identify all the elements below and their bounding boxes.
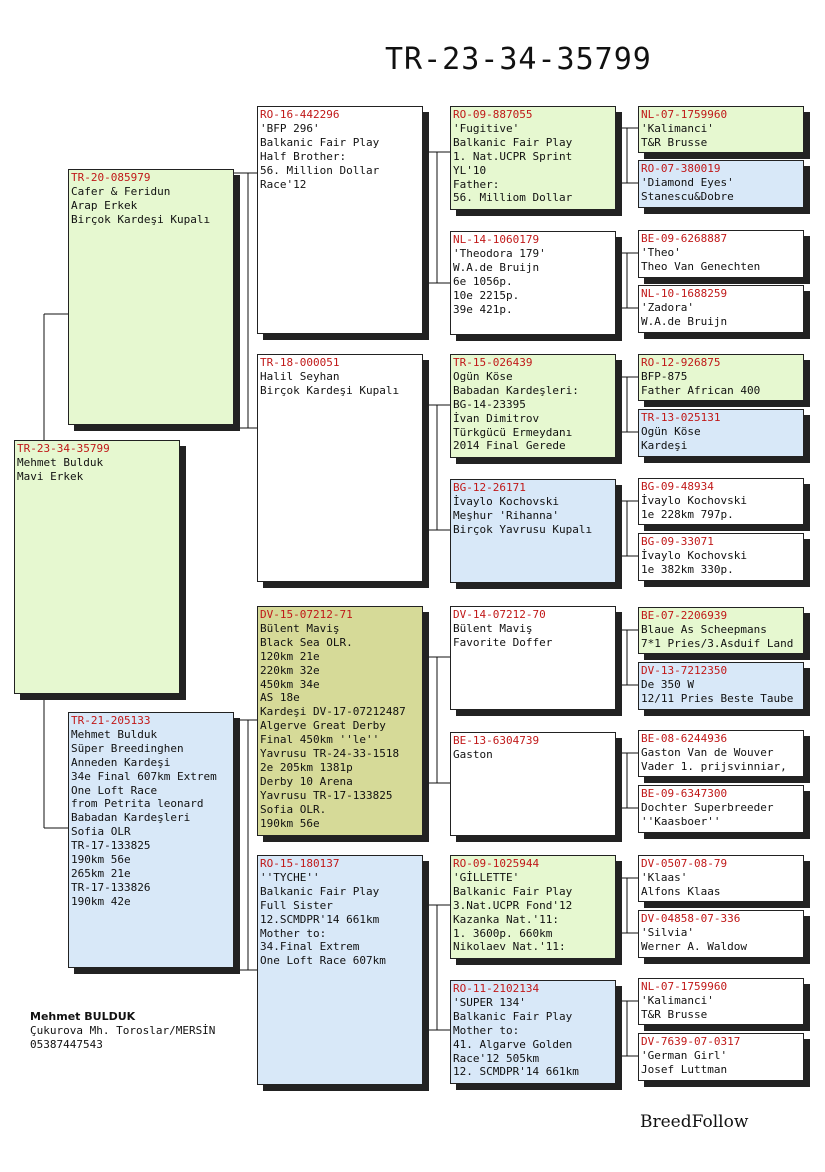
pigeon-info-line: YL'10 xyxy=(453,163,487,177)
pigeon-info-line: T&R Brusse xyxy=(641,1007,708,1021)
pigeon-info-line: 34.Final Extrem xyxy=(260,940,360,954)
pigeon-info-line: Alfons Klaas xyxy=(641,884,721,898)
pigeon-info-line: 10e 2215p. xyxy=(453,288,520,302)
pigeon-card-dam xyxy=(68,712,234,968)
pigeon-info-line: Black Sea OLR. xyxy=(260,635,353,649)
pigeon-info-line: Sofia OLR. xyxy=(260,802,327,816)
pigeon-info-line: Meşhur 'Rihanna' xyxy=(453,508,559,522)
ring-number: DV-0507-08-79 xyxy=(641,857,728,870)
pigeon-info-line: Balkanic Fair Play xyxy=(260,884,380,898)
ring-number: TR-15-026439 xyxy=(453,356,533,369)
pigeon-info-line: Anneden Kardeşi xyxy=(71,755,171,769)
pigeon-info-line: ''TYCHE'' xyxy=(260,870,320,884)
pigeon-info-line: T&R Brusse xyxy=(641,135,708,149)
pigeon-info-line: 7*1 Pries/3.Asduif Land xyxy=(641,636,794,650)
ring-number: DV-7639-07-0317 xyxy=(641,1035,741,1048)
pigeon-info-line: Türkgücü Ermeydanı xyxy=(453,425,573,439)
pigeon-card-sds xyxy=(450,354,616,458)
pigeon-info-line: 'BFP 296' xyxy=(260,121,320,135)
pigeon-info-line: ''Kaasboer'' xyxy=(641,814,721,828)
owner-info xyxy=(30,1010,215,1052)
ring-number: NL-14-1060179 xyxy=(453,233,540,246)
ring-number: RO-07-380019 xyxy=(641,162,721,175)
ring-number: RO-12-926875 xyxy=(641,356,721,369)
ring-number: DV-14-07212-70 xyxy=(453,608,546,621)
pigeon-card-dds xyxy=(450,855,616,959)
pigeon-info-line: TR-17-133826 xyxy=(71,880,151,894)
pigeon-info-line: Stanescu&Dobre xyxy=(641,189,734,203)
ring-number: RO-15-180137 xyxy=(260,857,340,870)
pigeon-info-line: Kardeşi DV-17-07212487 xyxy=(260,705,406,719)
pigeon-card-g13 xyxy=(638,855,804,902)
pigeon-card-g16 xyxy=(638,1033,804,1081)
pigeon-info-line: Arap Erkek xyxy=(71,198,138,212)
pigeon-info-line: 12. SCMDPR'14 661km xyxy=(453,1065,579,1079)
pigeon-info-line: Bülent Maviş xyxy=(453,621,533,635)
pigeon-info-line: 3.Nat.UCPR Fond'12 xyxy=(453,898,573,912)
pigeon-card-g8 xyxy=(638,533,804,581)
pigeon-info-line: 12/11 Pries Beste Taube xyxy=(641,691,794,705)
pigeon-info-line: Mother to: xyxy=(260,926,327,940)
pigeon-card-g2 xyxy=(638,160,804,208)
pigeon-info-line: Cafer & Feridun xyxy=(71,184,171,198)
pigeon-card-g11 xyxy=(638,730,804,777)
pigeon-info-line: Bülent Maviş xyxy=(260,621,340,635)
pigeon-info-line: Full Sister xyxy=(260,898,333,912)
ring-number: DV-04858-07-336 xyxy=(641,912,741,925)
pigeon-info-line: 41. Algarve Golden xyxy=(453,1037,573,1051)
ring-number: TR-20-085979 xyxy=(71,171,151,184)
ring-number: TR-23-34-35799 xyxy=(17,442,110,455)
pigeon-info-line: Josef Luttman xyxy=(641,1062,728,1076)
owner-address: Çukurova Mh. Toroslar/MERSİN xyxy=(30,1024,216,1037)
pigeon-info-line: 39e 421p. xyxy=(453,302,513,316)
pigeon-info-line: Süper Breedinghen xyxy=(71,741,184,755)
ring-number: BE-13-6304739 xyxy=(453,734,540,747)
pigeon-info-line: 1e 382km 330p. xyxy=(641,562,734,576)
ring-number: TR-13-025131 xyxy=(641,411,721,424)
ring-number: BE-08-6244936 xyxy=(641,732,728,745)
pigeon-info-line: Father: xyxy=(453,177,500,191)
pigeon-info-line: 'Zadora' xyxy=(641,300,694,314)
pigeon-info-line: 'GİLLETTE' xyxy=(453,870,520,884)
ring-number: RO-09-1025944 xyxy=(453,857,540,870)
ring-number: DV-13-7212350 xyxy=(641,664,728,677)
pigeon-info-line: Yavrusu TR-17-133825 xyxy=(260,788,393,802)
pigeon-info-line: 'German Girl' xyxy=(641,1048,728,1062)
pigeon-info-line: Nikolaev Nat.'11: xyxy=(453,940,566,954)
ring-number: TR-21-205133 xyxy=(71,714,151,727)
pigeon-info-line: Theo Van Genechten xyxy=(641,259,761,273)
pigeon-info-line: Birçok Kardeşi Kupalı xyxy=(260,383,400,397)
pigeon-info-line: 'Theodora 179' xyxy=(453,246,546,260)
pigeon-card-sss xyxy=(450,106,616,210)
pigeon-info-line: Ogün Köse xyxy=(641,424,701,438)
pigeon-info-line: BG-14-23395 xyxy=(453,397,526,411)
pigeon-info-line: One Loft Race xyxy=(71,783,158,797)
pigeon-info-line: Algerve Great Derby xyxy=(260,719,386,733)
pigeon-card-g9 xyxy=(638,607,804,654)
pigeon-info-line: 1. 3600p. 660km xyxy=(453,926,553,940)
pigeon-info-line: Babadan Kardeşleri: xyxy=(453,383,579,397)
pigeon-info-line: Babadan Kardeşleri xyxy=(71,811,191,825)
ring-number: BG-09-48934 xyxy=(641,480,714,493)
pigeon-info-line: Derby 10 Arena xyxy=(260,774,353,788)
pigeon-info-line: 190km 42e xyxy=(71,894,131,908)
pigeon-info-line: 34e Final 607km Extrem xyxy=(71,769,217,783)
pigeon-info-line: 'Klaas' xyxy=(641,870,688,884)
ring-number: BE-09-6347300 xyxy=(641,787,728,800)
breedfollow-logo: BreedFollow xyxy=(640,1112,749,1132)
ring-number: BE-09-6268887 xyxy=(641,232,728,245)
pigeon-info-line: Sofia OLR xyxy=(71,825,131,839)
pigeon-info-line: Balkanic Fair Play xyxy=(453,1009,573,1023)
pigeon-info-line: 56. Million Dollar xyxy=(260,163,380,177)
pigeon-info-line: Kazanka Nat.'11: xyxy=(453,912,559,926)
pigeon-card-dam-dam xyxy=(257,855,423,1085)
pigeon-info-line: 220km 32e xyxy=(260,663,320,677)
pigeon-info-line: Final 450km ''le'' xyxy=(260,733,380,747)
pigeon-info-line: Mehmet Bulduk xyxy=(71,727,158,741)
pigeon-card-sire-sire xyxy=(257,106,423,334)
pigeon-info-line: 'Fugitive' xyxy=(453,121,520,135)
pigeon-info-line: İvaylo Kochovski xyxy=(453,494,559,508)
pigeon-info-line: W.A.de Bruijn xyxy=(453,260,540,274)
pigeon-info-line: Birçok Kardeşi Kupalı xyxy=(71,212,211,226)
ring-number: DV-15-07212-71 xyxy=(260,608,353,621)
pigeon-card-ddd xyxy=(450,980,616,1084)
pigeon-info-line: Father African 400 xyxy=(641,383,761,397)
ring-number: TR-18-000051 xyxy=(260,356,340,369)
pigeon-info-line: İvan Dimitrov xyxy=(453,411,540,425)
pigeon-info-line: İvaylo Kochovski xyxy=(641,493,747,507)
pigeon-info-line: 190km 56e xyxy=(260,816,320,830)
pigeon-info-line: W.A.de Bruijn xyxy=(641,314,728,328)
pigeon-info-line: Balkanic Fair Play xyxy=(453,884,573,898)
pigeon-info-line: Halil Seyhan xyxy=(260,369,340,383)
pigeon-info-line: Balkanic Fair Play xyxy=(453,135,573,149)
ring-number: BG-12-26171 xyxy=(453,481,526,494)
pigeon-info-line: 6e 1056p. xyxy=(453,274,513,288)
pigeon-info-line: De 350 W xyxy=(641,677,694,691)
pigeon-card-sire-dam xyxy=(257,354,423,582)
ring-number: NL-07-1759960 xyxy=(641,108,728,121)
pigeon-info-line: 265km 21e xyxy=(71,866,131,880)
pigeon-card-sire xyxy=(68,169,234,425)
pigeon-info-line: 450km 34e xyxy=(260,677,320,691)
pigeon-info-line: Birçok Yavrusu Kupalı xyxy=(453,522,593,536)
pigeon-card-dam-sire xyxy=(257,606,423,836)
pigeon-info-line: TR-17-133825 xyxy=(71,839,151,853)
pigeon-info-line: 2e 205km 1381p xyxy=(260,760,353,774)
pigeon-info-line: Favorite Doffer xyxy=(453,635,553,649)
pigeon-card-g6 xyxy=(638,409,804,457)
pigeon-card-g5 xyxy=(638,354,804,401)
pigeon-info-line: 2014 Final Gerede xyxy=(453,439,566,453)
pigeon-info-line: 1e 228km 797p. xyxy=(641,507,734,521)
pigeon-info-line: 1. Nat.UCPR Sprint xyxy=(453,149,573,163)
pedigree-title: TR-23-34-35799 xyxy=(385,42,652,77)
pigeon-card-g7 xyxy=(638,478,804,525)
pigeon-info-line: Gaston xyxy=(453,747,493,761)
pigeon-info-line: 12.SCMDPR'14 661km xyxy=(260,912,380,926)
pigeon-info-line: 'Theo' xyxy=(641,245,681,259)
pigeon-card-g3 xyxy=(638,230,804,278)
pigeon-info-line: Gaston Van de Wouver xyxy=(641,745,774,759)
ring-number: RO-11-2102134 xyxy=(453,982,540,995)
ring-number: RO-09-887055 xyxy=(453,108,533,121)
ring-number: RO-16-442296 xyxy=(260,108,340,121)
pigeon-card-subject xyxy=(14,440,180,694)
pigeon-info-line: 'Kalimanci' xyxy=(641,121,714,135)
ring-number: BE-07-2206939 xyxy=(641,609,728,622)
pigeon-card-g4 xyxy=(638,285,804,333)
pigeon-info-line: Yavrusu TR-24-33-1518 xyxy=(260,747,400,761)
pigeon-info-line: İvaylo Kochovski xyxy=(641,548,747,562)
pigeon-info-line: 'Kalimanci' xyxy=(641,993,714,1007)
pigeon-info-line: Race'12 505km xyxy=(453,1051,540,1065)
pigeon-info-line: Vader 1. prijsvinniar, xyxy=(641,759,787,773)
pigeon-card-ssd xyxy=(450,231,616,335)
pigeon-info-line: Race'12 xyxy=(260,177,307,191)
pigeon-card-g10 xyxy=(638,662,804,710)
pigeon-info-line: Kardeşi xyxy=(641,438,688,452)
ring-number: BG-09-33071 xyxy=(641,535,714,548)
pigeon-info-line: Blaue As Scheepmans xyxy=(641,622,767,636)
pigeon-info-line: 'SUPER 134' xyxy=(453,995,526,1009)
pigeon-info-line: Half Brother: xyxy=(260,149,347,163)
pigeon-info-line: Ogün Köse xyxy=(453,369,513,383)
pigeon-info-line: 'Diamond Eyes' xyxy=(641,175,734,189)
pigeon-card-g1 xyxy=(638,106,804,153)
pigeon-info-line: AS 18e xyxy=(260,691,300,705)
owner-phone: 05387447543 xyxy=(30,1038,103,1051)
ring-number: NL-10-1688259 xyxy=(641,287,728,300)
pigeon-info-line: Balkanic Fair Play xyxy=(260,135,380,149)
pigeon-card-dsd xyxy=(450,732,616,836)
pigeon-info-line: 190km 56e xyxy=(71,853,131,867)
pigeon-card-g15 xyxy=(638,978,804,1025)
pigeon-info-line: One Loft Race 607km xyxy=(260,954,386,968)
pigeon-info-line: BFP-875 xyxy=(641,369,688,383)
pigeon-card-dss xyxy=(450,606,616,710)
pigeon-info-line: Mother to: xyxy=(453,1023,520,1037)
pigeon-card-g14 xyxy=(638,910,804,958)
owner-name: Mehmet BULDUK xyxy=(30,1010,136,1023)
pigeon-info-line: 56. Milliom Dollar xyxy=(453,191,573,205)
pigeon-info-line: Mehmet Bulduk xyxy=(17,455,104,469)
pigeon-info-line: Dochter Superbreeder xyxy=(641,800,774,814)
pigeon-info-line: Mavi Erkek xyxy=(17,469,84,483)
ring-number: NL-07-1759960 xyxy=(641,980,728,993)
pigeon-info-line: from Petrita leonard xyxy=(71,797,204,811)
pigeon-info-line: 'Silvia' xyxy=(641,925,694,939)
pigeon-card-sdd xyxy=(450,479,616,583)
pigeon-info-line: 120km 21e xyxy=(260,649,320,663)
pigeon-card-g12 xyxy=(638,785,804,833)
pigeon-info-line: Werner A. Waldow xyxy=(641,939,747,953)
